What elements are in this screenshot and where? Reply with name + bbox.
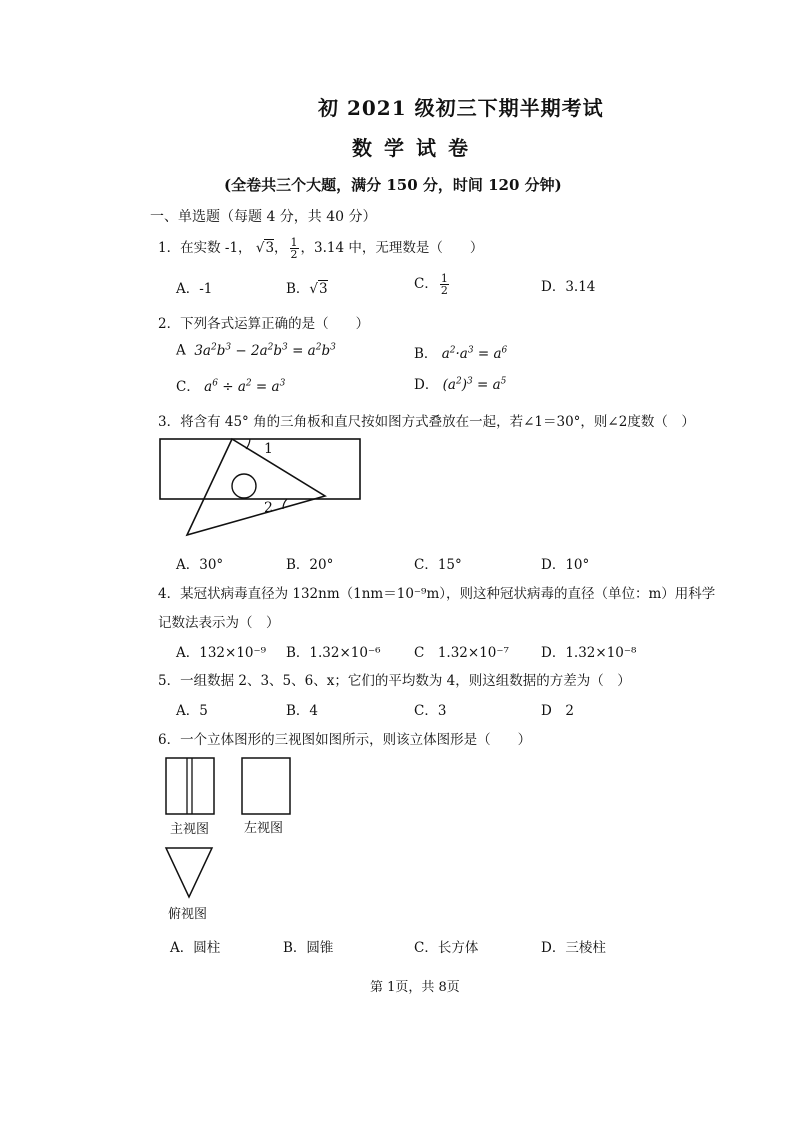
q1-option-d: D．3.14 — [541, 279, 596, 295]
question-3-stem: 3．将含有 45° 角的三角板和直尺按如图方式叠放在一起，若∠1＝30°，则∠2度数（ ） — [158, 414, 695, 430]
q6-option-b: B．圆锥 — [283, 940, 334, 956]
q6-option-c: C．长方体 — [414, 940, 479, 956]
q4-option-b: B．1.32×10⁻⁶ — [286, 645, 381, 661]
q1-fraction: $\frac{1}{2}$ — [290, 236, 298, 261]
q1-option-c: C． $\frac{1}{2}$ — [414, 272, 448, 297]
q1-stem-suffix: ，3.14 中，无理数是（ ） — [300, 240, 484, 256]
q3-option-c: C．15° — [414, 557, 462, 573]
question-5-stem: 5．一组数据 2、3、5、6、x；它们的平均数为 4，则这组数据的方差为（ ） — [158, 673, 631, 689]
q2-option-b: B． $a^2\cdot a^3 = a^6$ — [414, 345, 508, 362]
q3-option-b: B．20° — [286, 557, 334, 573]
left-view-caption: 左视图 — [244, 821, 284, 836]
top-view — [166, 848, 212, 897]
q2-option-c: C． $a^6 \div a^2 = a^3$ — [176, 378, 286, 395]
q4-option-c: C 1.32×10⁻⁷ — [414, 645, 509, 661]
angle-1-label: 1 — [264, 441, 273, 457]
q3-option-a: A．30° — [176, 557, 224, 573]
left-view — [242, 758, 290, 814]
q6-option-d: D．三棱柱 — [541, 940, 606, 956]
exam-note: (全卷共三个大题，满分 150 分，时间 120 分钟) — [224, 176, 562, 194]
q4-option-d: D．1.32×10⁻⁸ — [541, 645, 637, 661]
question-2-stem: 2．下列各式运算正确的是（ ） — [158, 316, 370, 332]
q5-option-c: C．3 — [414, 703, 447, 719]
front-view — [166, 758, 214, 814]
q2-option-a: A $3a^2b^3 - 2a^2b^3 = a^2b^3$ — [176, 342, 336, 359]
q5-option-a: A．5 — [176, 703, 208, 719]
angle-2-label: 2 — [264, 500, 273, 516]
q5-option-b: B．4 — [286, 703, 319, 719]
q1-option-a: A．-1 — [176, 281, 213, 297]
top-view-caption: 俯视图 — [168, 907, 208, 922]
question-1-stem: 1．在实数 -1， √3， $\frac{1}{2}$ ，3.14 中，无理数是（ ） — [158, 236, 484, 261]
question-6-stem: 6．一个立体图形的三视图如图所示，则该立体图形是（ ） — [158, 732, 532, 748]
exam-subtitle: 数学试卷 — [352, 136, 480, 160]
q1-stem-prefix: 1．在实数 -1， — [158, 240, 252, 256]
q4-option-a: A．132×10⁻⁹ — [176, 645, 267, 661]
section-heading: 一、单选题（每题 4 分，共 40 分） — [150, 209, 377, 225]
question-4-stem-line2: 记数法表示为（ ） — [158, 615, 280, 631]
q2-option-d: D． $(a^2)^3 = a^5$ — [414, 376, 507, 393]
q1-option-b: B．√3 — [286, 281, 328, 297]
page-footer: 第 1页，共 8页 — [370, 980, 460, 995]
q1-sqrt3: √3 — [255, 240, 275, 256]
question-4-stem-line1: 4．某冠状病毒直径为 132nm（1nm＝10⁻⁹m），则这种冠状病毒的直径（单位：m）用科学 — [158, 586, 716, 602]
front-view-caption: 主视图 — [170, 822, 210, 837]
q3-option-d: D．10° — [541, 557, 590, 573]
q5-option-d: D 2 — [541, 703, 574, 719]
q6-option-a: A．圆柱 — [170, 940, 221, 956]
exam-title: 初 2021 级初三下期半期考试 — [318, 96, 604, 120]
